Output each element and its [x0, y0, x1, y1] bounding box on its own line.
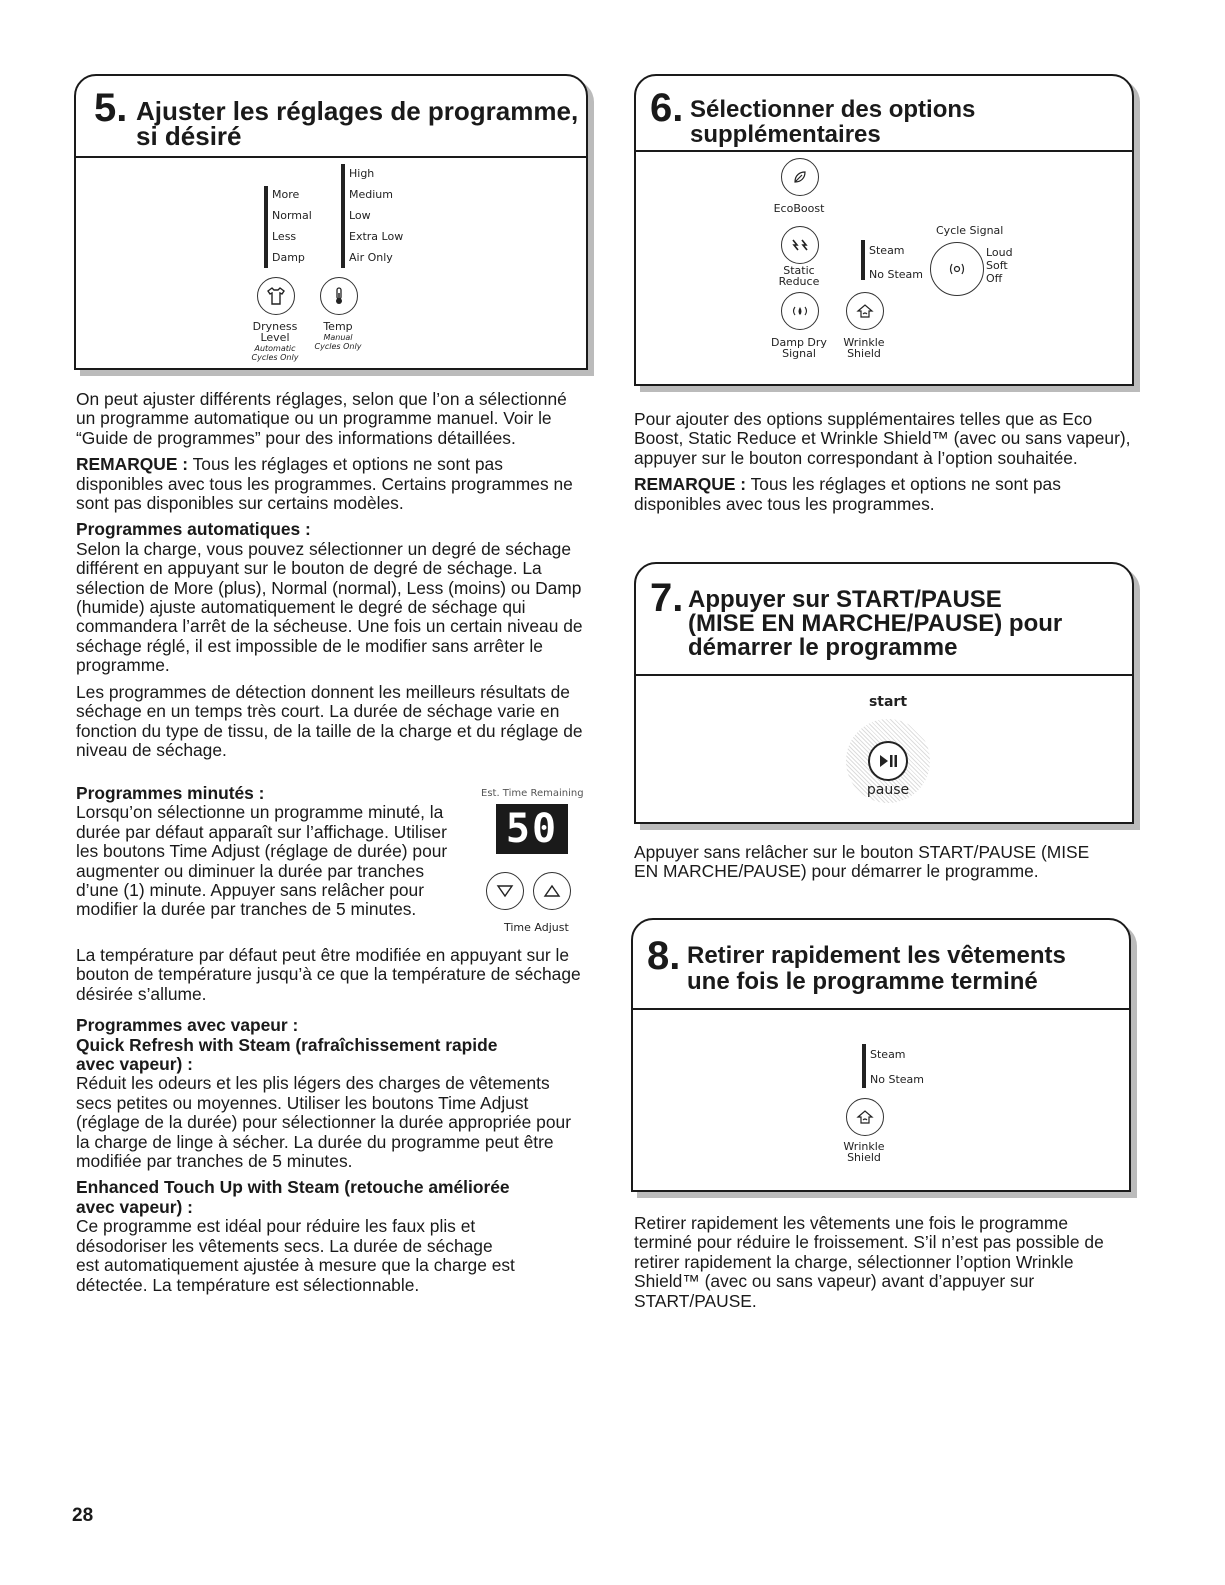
section-6-title-line2: supplémentaires [690, 121, 881, 148]
time-display [496, 804, 568, 854]
time-adjust-label: Time Adjust [504, 921, 569, 934]
time-up-button[interactable] [533, 872, 571, 910]
timed-programs-heading: Programmes minutés : [76, 783, 265, 803]
section-5-header [76, 76, 586, 158]
damp-signal-icon [790, 304, 810, 318]
est-time-remaining-label: Est. Time Remaining [481, 788, 584, 799]
dryness-level-button[interactable] [257, 277, 295, 315]
section-8-no-steam-option: No Steam [870, 1073, 924, 1086]
col1-lower [76, 946, 586, 1302]
section-8-header [633, 920, 1129, 1010]
page-number: 28 [72, 1505, 94, 1526]
auto-programs-p2: Les programmes de détection donnent les meilleurs résultats de séchage en un temps très court. La durée de séchage varie en fonction du type de tissu, de la taille de la charge et du réglage de niveau de séchage. [76, 681, 583, 760]
section-8-paragraph: Retirer rapidement les vêtements une fois le programme terminé pour réduire le froissement. S’il n’est pas possible de retirer rapidement la charge, sélectionner l’option Wrinkle Shield™ (avec ou sans vapeur) avant d’appuyer sur START/PAUSE. [634, 1213, 1104, 1311]
section-8-title-line1: Retirer rapidement les vêtements [687, 942, 1066, 969]
col1-remarque [76, 455, 586, 513]
temp-sub-label-2: Cycles Only [314, 342, 362, 351]
wrinkle-shield-icon [855, 301, 875, 321]
ecoboost-button[interactable] [781, 158, 819, 196]
section-6-header [636, 76, 1132, 152]
section-7-title-line1: Appuyer sur START/PAUSE [688, 586, 1002, 613]
section-6-panel [634, 74, 1134, 386]
time-display-value: 50 [505, 806, 559, 852]
col1-remarque-text: Tous les réglages et options ne sont pas disponibles avec tous les programmes. Certains programmes ne sont pas disponibles sur certains modèles. [76, 454, 573, 514]
section-8-wrinkle-label-2: Shield [847, 1151, 881, 1164]
section-8-steam-option: Steam [870, 1048, 906, 1061]
dryness-level-label-2: Level [260, 331, 290, 344]
section-7-number: 7. [650, 576, 684, 620]
section-6-paragraph: Pour ajouter des options supplémentaires telles que as Eco Boost, Static Reduce et Wrinkle Shield™ (avec ou sans vapeur), appuyer sur le bouton correspondant à l’option souhaitée. [634, 409, 1131, 468]
dryness-damp: Damp [272, 251, 305, 264]
quick-refresh-heading: Quick Refresh with Steam (rafraîchissement rapide avec vapeur) : [76, 1034, 498, 1075]
up-arrow-icon [543, 884, 561, 898]
section-6-number: 6. [650, 86, 684, 130]
section-5-title-line2: si désiré [136, 121, 242, 151]
section-8-wrinkle-label-1: Wrinkle [843, 1140, 885, 1153]
temp-air-only: Air Only [349, 251, 393, 264]
dryness-sub-label-2: Cycles Only [251, 353, 299, 362]
cycle-signal-label: Cycle Signal [936, 224, 1004, 237]
section-8-wrinkle-shield-button[interactable] [846, 1098, 884, 1136]
dryness-less: Less [272, 230, 297, 243]
enhanced-touch-up-heading: Enhanced Touch Up with Steam (retouche améliorée avec vapeur) : [76, 1177, 510, 1217]
dryness-level-label-1: Dryness [252, 320, 298, 333]
shirt-icon [265, 285, 287, 307]
static-icon [790, 237, 810, 253]
temp-indicator-bar [341, 164, 345, 268]
dryness-indicator-bar [264, 186, 268, 268]
timed-programs-p: Lorsqu’on sélectionne un programme minuté, la durée par défaut apparaît sur l’affichage. Utiliser les boutons Time Adjust (réglage de durée) pour augmenter ou diminuer la durée par tranches d’une (1) minute. Appuyer sans relâcher pour modifier la durée par tranches de 5 minutes. [76, 802, 448, 920]
cycle-signal-loud: Loud [986, 246, 1013, 259]
section-6-remarque-text: Tous les réglages et options ne sont pas disponibles avec tous les programmes. [634, 474, 1061, 514]
section-7-header [636, 564, 1132, 676]
sound-wave-icon [946, 261, 968, 277]
auto-programs-p1: Selon la charge, vous pouvez sélectionner un degré de séchage différent en appuyant sur le bouton de degré de séchage. La sélection de More (plus), Normal (normal), Less (moins) ou Damp (humide) ajuste automatiquement le degré de séchage qui commandera l’arrêt de la sécheuse. Une fois un certain niveau de séchage réglé, il est impossible de le modifier sans arrêter le programme. [76, 538, 583, 676]
auto-programs-heading: Programmes automatiques : [76, 519, 311, 540]
section-6-remarque-label: REMARQUE : [634, 474, 747, 495]
down-arrow-icon [496, 884, 514, 898]
temp-paragraph: La température par défaut peut être modifiée en appuyant sur le bouton de température jusqu’à ce que la température de séchage désirée s’allume. [76, 945, 581, 1004]
section-6-title-line1: Sélectionner des options [690, 96, 976, 123]
section-6-remarque [634, 475, 1134, 514]
quick-refresh-p: Réduit les odeurs et les plis légers des charges de vêtements secs petites ou moyennes. Utiliser les boutons Time Adjust (réglage de la durée) pour sélectionner la durée appropriée pour la charge de linge à sécher. La durée du programme peut être modifiée par tranches de 5 minutes. [76, 1073, 571, 1172]
temp-button[interactable] [320, 277, 358, 315]
static-reduce-button[interactable] [781, 226, 819, 264]
ecoboost-label: EcoBoost [773, 202, 825, 215]
start-pause-button[interactable] [868, 741, 908, 781]
leaf-icon [792, 169, 808, 185]
temp-extra-low: Extra Low [349, 230, 404, 243]
time-down-button[interactable] [486, 872, 524, 910]
steam-option: Steam [869, 244, 905, 257]
damp-dry-signal-label-2: Signal [782, 347, 816, 360]
temp-label: Temp [323, 320, 353, 333]
static-reduce-label-2: Reduce [778, 275, 820, 288]
thermometer-icon [328, 285, 350, 307]
section-7-title-line3: démarrer le programme [688, 634, 958, 661]
section-7-panel [634, 562, 1134, 824]
section-8-panel [631, 918, 1131, 1192]
col1-paragraph-1: On peut ajuster différents réglages, selon que l’on a sélectionné un programme automatique ou un programme manuel. Voir le “Guide de programmes” pour des informations détaillées. [76, 389, 567, 448]
dryness-normal: Normal [272, 209, 312, 222]
section-7-paragraph: Appuyer sans relâcher sur le bouton START/PAUSE (MISE EN MARCHE/PAUSE) pour démarrer le programme. [634, 842, 1090, 882]
wrinkle-shield-icon [855, 1107, 875, 1127]
col1-intro [76, 390, 586, 767]
temp-low: Low [349, 209, 371, 222]
section-7-text [634, 843, 1114, 889]
section-5-number: 5. [94, 86, 128, 130]
pause-label: pause [866, 782, 910, 798]
section-7-title-line2: (MISE EN MARCHE/PAUSE) pour [688, 610, 1063, 637]
wrinkle-shield-label-1: Wrinkle [843, 336, 885, 349]
steam-indicator-bar [861, 240, 865, 280]
section-5-title-line1: Ajuster les réglages de programme, [136, 96, 579, 126]
col1-remarque-label: REMARQUE : [76, 454, 189, 475]
dryness-more: More [272, 188, 300, 201]
section-8-number: 8. [647, 934, 681, 978]
section-8-text [634, 1214, 1114, 1318]
steam-programs-heading: Programmes avec vapeur : [76, 1015, 299, 1036]
dryness-sub-label-1: Automatic [254, 344, 296, 353]
damp-dry-signal-label-1: Damp Dry [771, 336, 827, 349]
cycle-signal-soft: Soft [986, 259, 1008, 272]
play-pause-icon [877, 753, 899, 769]
wrinkle-shield-button[interactable] [846, 292, 884, 330]
wrinkle-shield-label-2: Shield [847, 347, 881, 360]
start-label: start [868, 694, 908, 710]
enhanced-touch-up-p: Ce programme est idéal pour réduire les faux plis et désodoriser les vêtements secs. La durée de séchage est automatiquement ajustée à mesure que la charge est détectée. La température est sélectionnable. [76, 1216, 515, 1295]
cycle-signal-off: Off [986, 272, 1003, 285]
section-5-panel [74, 74, 588, 370]
section-6-text [634, 410, 1134, 521]
timed-programs [76, 784, 468, 927]
damp-dry-signal-button[interactable] [781, 292, 819, 330]
no-steam-option: No Steam [869, 268, 923, 281]
temp-high: High [349, 167, 375, 180]
temp-medium: Medium [349, 188, 393, 201]
temp-sub-label-1: Manual [323, 333, 353, 342]
cycle-signal-button[interactable] [930, 242, 984, 296]
static-reduce-label-1: Static [783, 264, 815, 277]
section-8-title-line2: une fois le programme terminé [687, 968, 1038, 995]
section-8-steam-bar [862, 1044, 866, 1088]
